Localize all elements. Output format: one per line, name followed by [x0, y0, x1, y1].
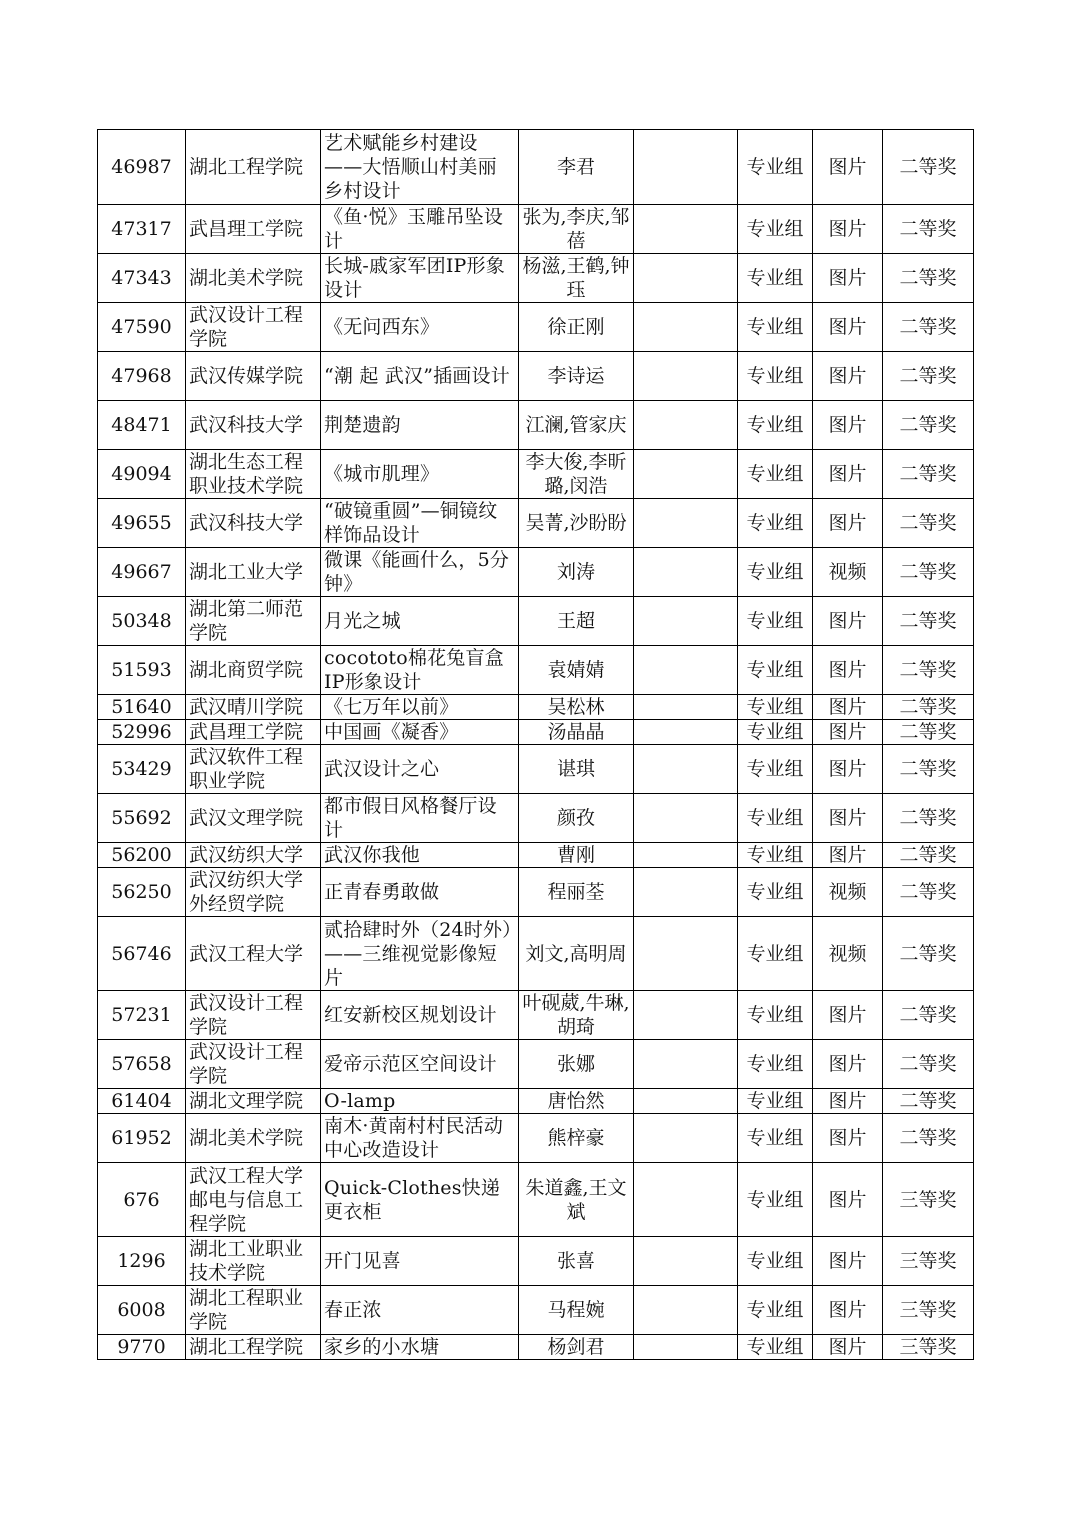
cell-award: 二等奖: [883, 352, 974, 401]
cell-blank: [634, 1040, 738, 1089]
cell-author: 颜孜: [519, 794, 634, 843]
cell-id: 57231: [98, 991, 186, 1040]
cell-author: 张娜: [519, 1040, 634, 1089]
cell-group: 专业组: [738, 868, 813, 917]
table-row: [98, 1237, 974, 1286]
cell-id: 1296: [98, 1237, 186, 1286]
cell-award: 二等奖: [883, 1040, 974, 1089]
cell-award: 二等奖: [883, 868, 974, 917]
cell-blank: [634, 1089, 738, 1114]
cell-work: 长城-戚家军团IP形象设计: [321, 254, 519, 303]
cell-school: 武汉软件工程职业学院: [186, 745, 321, 794]
cell-author: 张喜: [519, 1237, 634, 1286]
cell-author: 刘涛: [519, 548, 634, 597]
cell-work: 《无问西东》: [321, 303, 519, 352]
cell-type: 图片: [813, 205, 883, 254]
cell-id: 50348: [98, 597, 186, 646]
cell-author: 熊梓豪: [519, 1114, 634, 1163]
cell-author: 李诗运: [519, 352, 634, 401]
cell-school: 湖北商贸学院: [186, 646, 321, 695]
cell-type: 图片: [813, 745, 883, 794]
cell-type: 图片: [813, 1163, 883, 1237]
cell-group: 专业组: [738, 695, 813, 720]
cell-blank: [634, 1237, 738, 1286]
cell-work: cocototo棉花兔盲盒IP形象设计: [321, 646, 519, 695]
cell-award: 二等奖: [883, 1089, 974, 1114]
cell-work: 武汉设计之心: [321, 745, 519, 794]
table-row: [98, 1335, 974, 1360]
cell-work: 荆楚遗韵: [321, 401, 519, 450]
cell-school: 武汉工程大学: [186, 917, 321, 991]
cell-author: 杨剑君: [519, 1335, 634, 1360]
cell-work: O-lamp: [321, 1089, 519, 1114]
cell-author: 袁婧婧: [519, 646, 634, 695]
cell-work: 正青春勇敢做: [321, 868, 519, 917]
cell-school: 湖北工程职业学院: [186, 1286, 321, 1335]
table-row: [98, 745, 974, 794]
cell-work: 月光之城: [321, 597, 519, 646]
cell-author: 杨滋,王鹤,钟珏: [519, 254, 634, 303]
cell-type: 图片: [813, 695, 883, 720]
table-row: [98, 646, 974, 695]
awards-table: [97, 129, 974, 1360]
cell-id: 56250: [98, 868, 186, 917]
cell-id: 49655: [98, 499, 186, 548]
cell-work: 都市假日风格餐厅设计: [321, 794, 519, 843]
cell-type: 视频: [813, 548, 883, 597]
cell-award: 三等奖: [883, 1163, 974, 1237]
cell-blank: [634, 130, 738, 205]
cell-award: 三等奖: [883, 1237, 974, 1286]
cell-award: 二等奖: [883, 991, 974, 1040]
cell-id: 9770: [98, 1335, 186, 1360]
cell-author: 吴菁,沙盼盼: [519, 499, 634, 548]
table-row: [98, 450, 974, 499]
table-row: [98, 991, 974, 1040]
cell-group: 专业组: [738, 917, 813, 991]
table-row: [98, 917, 974, 991]
cell-award: 二等奖: [883, 254, 974, 303]
cell-author: 马程婉: [519, 1286, 634, 1335]
cell-school: 武汉晴川学院: [186, 695, 321, 720]
cell-work: Quick-Clothes快递更衣柜: [321, 1163, 519, 1237]
cell-author: 朱道鑫,王文斌: [519, 1163, 634, 1237]
cell-blank: [634, 720, 738, 745]
cell-work: 开门见喜: [321, 1237, 519, 1286]
cell-work: 爱帝示范区空间设计: [321, 1040, 519, 1089]
cell-id: 676: [98, 1163, 186, 1237]
cell-work: 家乡的小水塘: [321, 1335, 519, 1360]
cell-group: 专业组: [738, 843, 813, 868]
cell-award: 三等奖: [883, 1335, 974, 1360]
cell-school: 湖北工程学院: [186, 130, 321, 205]
cell-author: 叶砚葳,牛琳,胡琦: [519, 991, 634, 1040]
cell-blank: [634, 597, 738, 646]
cell-work: 《城市肌理》: [321, 450, 519, 499]
cell-group: 专业组: [738, 205, 813, 254]
cell-author: 张为,李庆,邹蓓: [519, 205, 634, 254]
cell-type: 图片: [813, 1089, 883, 1114]
cell-type: 图片: [813, 597, 883, 646]
cell-work: 南木·黄南村村民活动中心改造设计: [321, 1114, 519, 1163]
table-row: [98, 794, 974, 843]
cell-id: 47968: [98, 352, 186, 401]
cell-blank: [634, 1114, 738, 1163]
cell-group: 专业组: [738, 1040, 813, 1089]
cell-type: 视频: [813, 868, 883, 917]
table-row: [98, 303, 974, 352]
cell-group: 专业组: [738, 1114, 813, 1163]
cell-blank: [634, 843, 738, 868]
cell-work: 《鱼·悦》玉雕吊坠设计: [321, 205, 519, 254]
cell-type: 图片: [813, 130, 883, 205]
cell-type: 视频: [813, 917, 883, 991]
cell-group: 专业组: [738, 1089, 813, 1114]
table-body: [98, 130, 974, 1360]
cell-type: 图片: [813, 794, 883, 843]
cell-award: 二等奖: [883, 205, 974, 254]
cell-group: 专业组: [738, 991, 813, 1040]
table-row: [98, 868, 974, 917]
cell-id: 52996: [98, 720, 186, 745]
cell-type: 图片: [813, 843, 883, 868]
cell-group: 专业组: [738, 794, 813, 843]
table-row: [98, 597, 974, 646]
cell-work: 贰拾肆时外（24时外）——三维视觉影像短片: [321, 917, 519, 991]
cell-blank: [634, 745, 738, 794]
cell-group: 专业组: [738, 303, 813, 352]
cell-type: 图片: [813, 1040, 883, 1089]
cell-id: 51640: [98, 695, 186, 720]
table-row: [98, 254, 974, 303]
table-row: [98, 843, 974, 868]
table-row: [98, 1040, 974, 1089]
cell-award: 二等奖: [883, 303, 974, 352]
cell-blank: [634, 1163, 738, 1237]
cell-school: 武汉科技大学: [186, 499, 321, 548]
cell-blank: [634, 646, 738, 695]
cell-award: 二等奖: [883, 794, 974, 843]
cell-id: 48471: [98, 401, 186, 450]
cell-author: 唐怡然: [519, 1089, 634, 1114]
cell-award: 二等奖: [883, 917, 974, 991]
cell-type: 图片: [813, 450, 883, 499]
cell-type: 图片: [813, 1114, 883, 1163]
cell-blank: [634, 499, 738, 548]
cell-author: 江澜,管家庆: [519, 401, 634, 450]
cell-id: 56200: [98, 843, 186, 868]
cell-type: 图片: [813, 1335, 883, 1360]
cell-type: 图片: [813, 1286, 883, 1335]
cell-type: 图片: [813, 1237, 883, 1286]
cell-blank: [634, 303, 738, 352]
cell-id: 57658: [98, 1040, 186, 1089]
cell-author: 徐正刚: [519, 303, 634, 352]
cell-id: 55692: [98, 794, 186, 843]
cell-author: 李君: [519, 130, 634, 205]
cell-group: 专业组: [738, 450, 813, 499]
cell-id: 53429: [98, 745, 186, 794]
cell-group: 专业组: [738, 352, 813, 401]
cell-id: 56746: [98, 917, 186, 991]
cell-group: 专业组: [738, 745, 813, 794]
cell-work: “破镜重圆”—铜镜纹样饰品设计: [321, 499, 519, 548]
cell-group: 专业组: [738, 401, 813, 450]
cell-blank: [634, 548, 738, 597]
cell-school: 湖北第二师范学院: [186, 597, 321, 646]
cell-type: 图片: [813, 646, 883, 695]
cell-id: 47317: [98, 205, 186, 254]
cell-group: 专业组: [738, 1335, 813, 1360]
cell-school: 武汉科技大学: [186, 401, 321, 450]
cell-blank: [634, 352, 738, 401]
cell-id: 47343: [98, 254, 186, 303]
cell-blank: [634, 695, 738, 720]
cell-author: 谌琪: [519, 745, 634, 794]
cell-school: 湖北生态工程职业技术学院: [186, 450, 321, 499]
table-row: [98, 720, 974, 745]
cell-group: 专业组: [738, 1237, 813, 1286]
cell-author: 汤晶晶: [519, 720, 634, 745]
cell-author: 曹刚: [519, 843, 634, 868]
cell-work: 中国画《凝香》: [321, 720, 519, 745]
cell-work: 春正浓: [321, 1286, 519, 1335]
cell-award: 三等奖: [883, 1286, 974, 1335]
cell-school: 湖北工程学院: [186, 1335, 321, 1360]
cell-blank: [634, 1335, 738, 1360]
table-row: [98, 401, 974, 450]
cell-group: 专业组: [738, 499, 813, 548]
cell-award: 二等奖: [883, 450, 974, 499]
cell-school: 武汉工程大学邮电与信息工程学院: [186, 1163, 321, 1237]
cell-school: 武汉设计工程学院: [186, 303, 321, 352]
cell-id: 61404: [98, 1089, 186, 1114]
cell-type: 图片: [813, 303, 883, 352]
table-row: [98, 205, 974, 254]
cell-author: 程丽荃: [519, 868, 634, 917]
cell-work: 《七万年以前》: [321, 695, 519, 720]
cell-blank: [634, 991, 738, 1040]
cell-type: 图片: [813, 254, 883, 303]
table-row: [98, 499, 974, 548]
cell-type: 图片: [813, 499, 883, 548]
table-row: [98, 695, 974, 720]
cell-id: 46987: [98, 130, 186, 205]
table-row: [98, 1089, 974, 1114]
cell-award: 二等奖: [883, 499, 974, 548]
table-row: [98, 1163, 974, 1237]
cell-group: 专业组: [738, 720, 813, 745]
cell-school: 武汉设计工程学院: [186, 991, 321, 1040]
cell-id: 49094: [98, 450, 186, 499]
cell-school: 武昌理工学院: [186, 205, 321, 254]
cell-school: 湖北美术学院: [186, 1114, 321, 1163]
cell-award: 二等奖: [883, 1114, 974, 1163]
cell-school: 武汉设计工程学院: [186, 1040, 321, 1089]
cell-school: 武汉纺织大学: [186, 843, 321, 868]
cell-school: 湖北工业大学: [186, 548, 321, 597]
cell-id: 61952: [98, 1114, 186, 1163]
cell-work: 微课《能画什么，5分钟》: [321, 548, 519, 597]
cell-award: 二等奖: [883, 745, 974, 794]
cell-school: 湖北文理学院: [186, 1089, 321, 1114]
cell-blank: [634, 205, 738, 254]
cell-author: 王超: [519, 597, 634, 646]
cell-type: 图片: [813, 991, 883, 1040]
cell-award: 二等奖: [883, 597, 974, 646]
cell-school: 湖北美术学院: [186, 254, 321, 303]
cell-award: 二等奖: [883, 720, 974, 745]
cell-blank: [634, 917, 738, 991]
cell-blank: [634, 794, 738, 843]
cell-author: 李大俊,李昕璐,闵浩: [519, 450, 634, 499]
cell-work: 武汉你我他: [321, 843, 519, 868]
cell-school: 湖北工业职业技术学院: [186, 1237, 321, 1286]
cell-school: 武昌理工学院: [186, 720, 321, 745]
cell-work: “潮 起 武汉”插画设计: [321, 352, 519, 401]
cell-id: 6008: [98, 1286, 186, 1335]
cell-award: 二等奖: [883, 843, 974, 868]
cell-school: 武汉传媒学院: [186, 352, 321, 401]
cell-author: 刘文,高明周: [519, 917, 634, 991]
cell-type: 图片: [813, 352, 883, 401]
cell-school: 武汉文理学院: [186, 794, 321, 843]
table-row: [98, 548, 974, 597]
cell-group: 专业组: [738, 254, 813, 303]
cell-blank: [634, 1286, 738, 1335]
cell-blank: [634, 401, 738, 450]
cell-award: 二等奖: [883, 695, 974, 720]
cell-award: 二等奖: [883, 401, 974, 450]
cell-blank: [634, 254, 738, 303]
cell-id: 49667: [98, 548, 186, 597]
table-row: [98, 1286, 974, 1335]
table-row: [98, 1114, 974, 1163]
cell-award: 二等奖: [883, 646, 974, 695]
cell-group: 专业组: [738, 597, 813, 646]
cell-group: 专业组: [738, 1286, 813, 1335]
cell-author: 吴松林: [519, 695, 634, 720]
cell-type: 图片: [813, 401, 883, 450]
table-row: [98, 352, 974, 401]
cell-group: 专业组: [738, 1163, 813, 1237]
cell-id: 47590: [98, 303, 186, 352]
cell-blank: [634, 868, 738, 917]
cell-work: 红安新校区规划设计: [321, 991, 519, 1040]
cell-award: 二等奖: [883, 130, 974, 205]
cell-award: 二等奖: [883, 548, 974, 597]
cell-group: 专业组: [738, 548, 813, 597]
cell-school: 武汉纺织大学外经贸学院: [186, 868, 321, 917]
cell-group: 专业组: [738, 646, 813, 695]
cell-work: 艺术赋能乡村建设——大悟顺山村美丽乡村设计: [321, 130, 519, 205]
cell-group: 专业组: [738, 130, 813, 205]
cell-id: 51593: [98, 646, 186, 695]
cell-blank: [634, 450, 738, 499]
cell-type: 图片: [813, 720, 883, 745]
table-row: [98, 130, 974, 205]
